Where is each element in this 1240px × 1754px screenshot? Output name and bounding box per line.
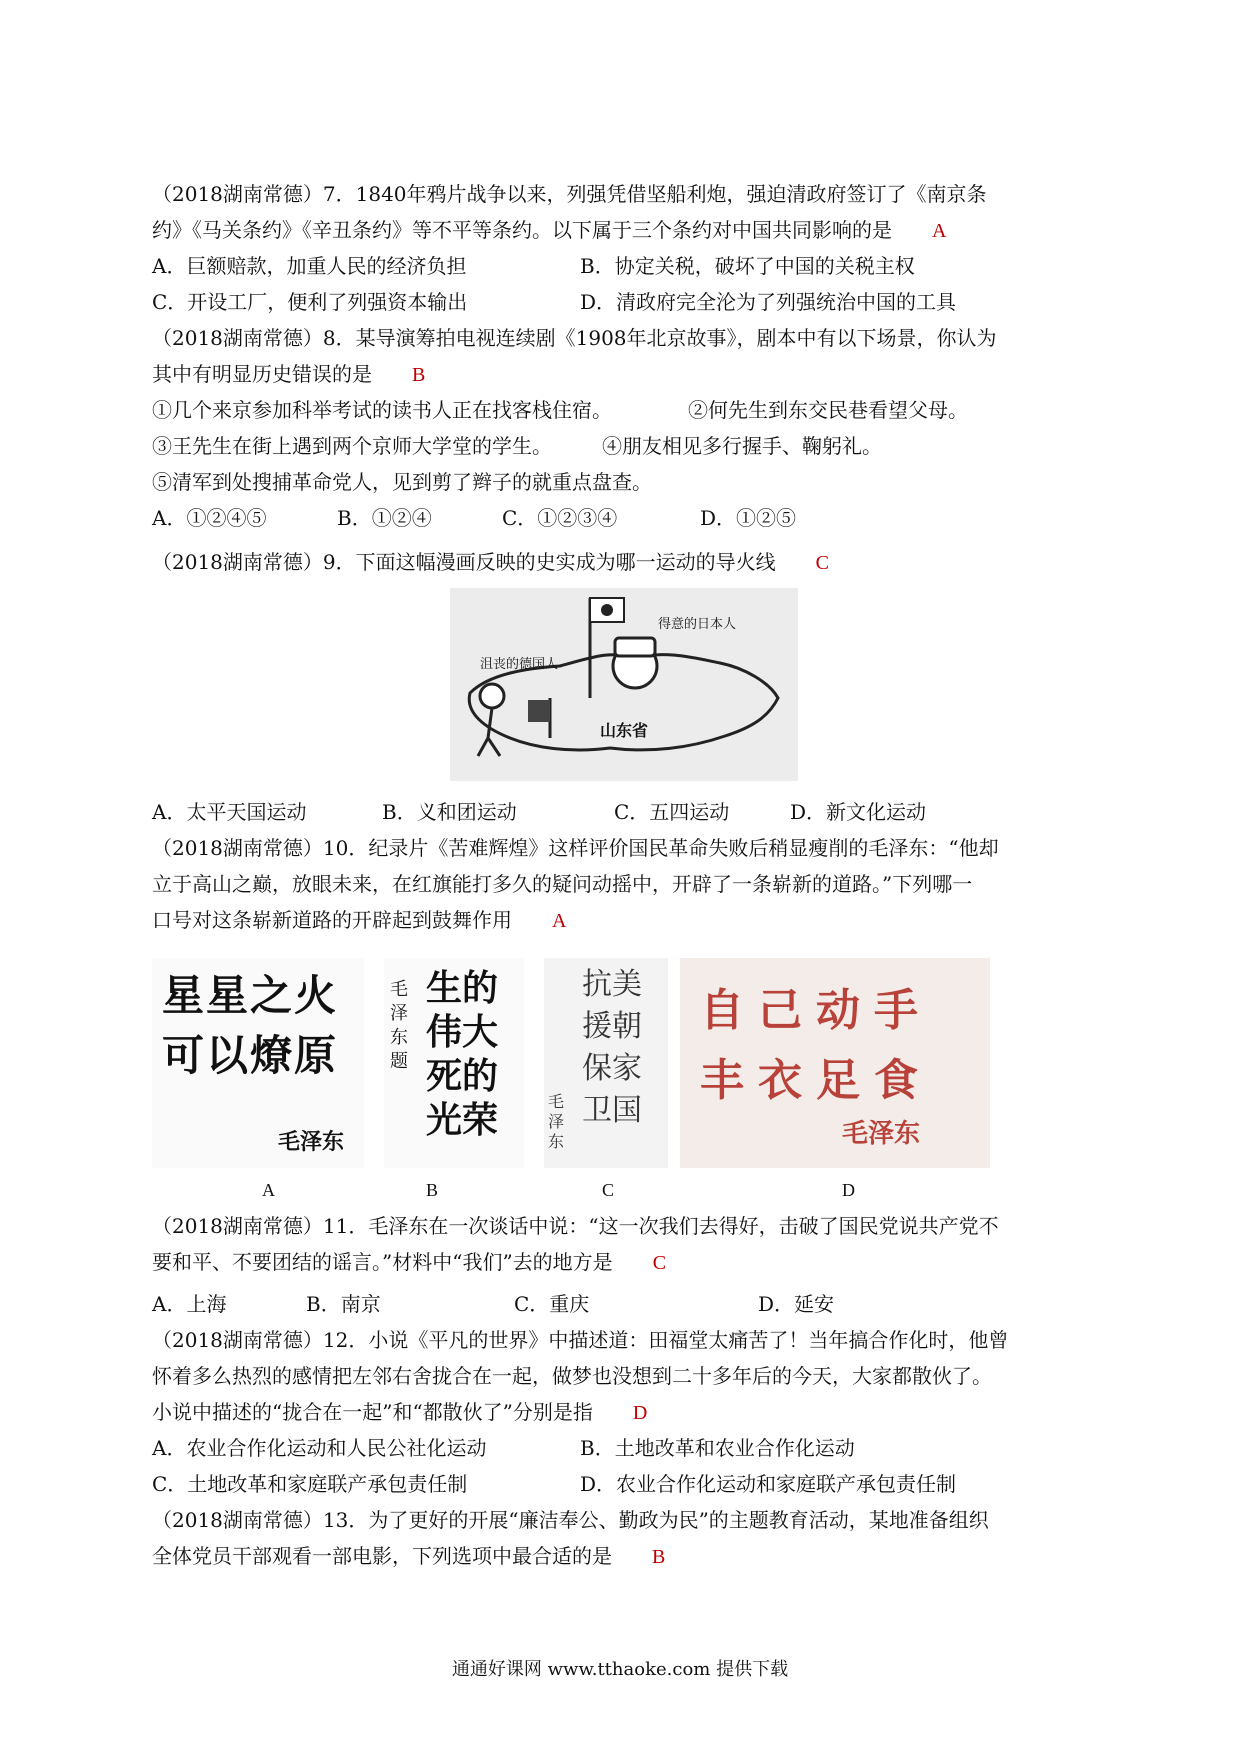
page-footer: 通通好课网 www.tthaoke.com 提供下载 (451, 1659, 789, 1680)
q8-stem-line2 (152, 356, 425, 393)
cartoon-image (450, 588, 798, 781)
q12-option-a: A．农业合作化运动和人民公社化运动 (152, 1436, 487, 1460)
q8-scene-1: ①几个来京参加科举考试的读书人正在找客栈住宿。 (152, 398, 612, 422)
q10-stem-line3 (152, 902, 566, 939)
cartoon-label-shandong: 山东省 (600, 721, 649, 740)
q8-option-a: A．①②④⑤ (152, 506, 267, 530)
q8-option-d: D．①②⑤ (700, 506, 797, 530)
q12-stem-text: 小说中描述的“拢合在一起”和“都散伙了”分别是指 (152, 1400, 593, 1424)
q12-option-b: B．土地改革和农业合作化运动 (580, 1436, 855, 1460)
calligraphy-label-a: A (262, 1180, 275, 1200)
q13-stem-line2 (152, 1538, 665, 1575)
calligraphy-d-signature: 毛泽东 (841, 1119, 920, 1149)
calligraphy-d-text: 自己动手丰衣足食 (700, 985, 932, 1106)
q13-stem-text: 全体党员干部观看一部电影，下列选项中最合适的是 (152, 1544, 612, 1568)
calligraphy-a-text: 星星之火可以燎原 (162, 971, 339, 1080)
q7-stem-text: 约》《马关条约》《辛丑条约》等不平等条约。以下属于三个条约对中国共同影响的是 (152, 218, 892, 242)
calligraphy-c-signature: 毛泽东 (548, 1092, 565, 1151)
q13-stem-line1: （2018湖南常德）13．为了更好的开展“廉洁奉公、勤政为民”的主题教育活动，某地准备组织 (152, 1508, 989, 1532)
q8-scene-3: ③王先生在街上遇到两个京师大学堂的学生。 (152, 434, 552, 458)
q9-option-c: C．五四运动 (614, 800, 730, 824)
calligraphy-a (152, 958, 364, 1168)
q11-stem-text: 要和平、不要团结的谣言。”材料中“我们”去的地方是 (152, 1250, 613, 1274)
q9-stem-text: （2018湖南常德）9．下面这幅漫画反映的史实成为哪一运动的导火线 (152, 550, 776, 574)
q10-stem-line2: 立于高山之巅，放眼未来，在红旗能打多久的疑问动摇中，开辟了一条崭新的道路。”下列哪一 (152, 872, 973, 896)
q11-answer: C (652, 1252, 667, 1274)
q11-stem-line2 (152, 1244, 666, 1281)
q8-option-b: B．①②④ (337, 506, 432, 530)
cartoon-drawing (450, 588, 798, 781)
q12-answer: D (632, 1402, 648, 1424)
q9-option-b: B．义和团运动 (382, 800, 517, 824)
calligraphy-b-signature: 毛泽东题 (390, 979, 408, 1072)
calligraphy-b (384, 958, 524, 1168)
calligraphy-c (544, 958, 668, 1168)
calligraphy-label-b: B (426, 1180, 439, 1200)
q7-option-c: C．开设工厂，便利了列强资本输出 (152, 290, 468, 314)
q12-stem-line3 (152, 1394, 647, 1431)
calligraphy-label-d: D (842, 1180, 855, 1200)
q10-stem-line1: （2018湖南常德）10．纪录片《苦难辉煌》这样评价国民革命失败后稍显瘦削的毛泽东：“他却 (152, 836, 999, 860)
cartoon-label-german: 沮丧的德国人 (480, 657, 559, 672)
q8-stem-text: 其中有明显历史错误的是 (152, 362, 372, 386)
q11-stem-line1: （2018湖南常德）11．毛泽东在一次谈话中说：“这一次我们去得好，击破了国民党说共产党不 (152, 1214, 999, 1238)
q12-option-c: C．土地改革和家庭联产承包责任制 (152, 1472, 468, 1496)
q12-stem-line2: 怀着多么热烈的感情把左邻右舍拢合在一起，做梦也没想到二十多年后的今天，大家都散伙了。 (152, 1364, 992, 1388)
q12-option-d: D．农业合作化运动和家庭联产承包责任制 (580, 1472, 957, 1496)
calligraphy-d (680, 958, 990, 1168)
q7-option-d: D．清政府完全沦为了列强统治中国的工具 (580, 290, 957, 314)
q7-stem-line1: （2018湖南常德）7．1840年鸦片战争以来，列强凭借坚船利炮，强迫清政府签订了《南京条 (152, 182, 987, 206)
q11-option-c: C．重庆 (514, 1292, 590, 1316)
q12-stem-line1: （2018湖南常德）12．小说《平凡的世界》中描述道：田福堂太痛苦了！当年搞合作化时，他曾 (152, 1328, 1009, 1352)
q9-option-a: A．太平天国运动 (152, 800, 307, 824)
q7-option-a: A．巨额赔款，加重人民的经济负担 (152, 254, 467, 278)
calligraphy-b-text: 生的伟大死的光荣 (426, 967, 499, 1141)
q10-answer: A (552, 910, 567, 932)
q11-option-a: A．上海 (152, 1292, 227, 1316)
q8-scene-4: ④朋友相见多行握手、鞠躬礼。 (602, 434, 882, 458)
q7-stem-line2 (152, 212, 946, 249)
q9-answer: C (815, 552, 829, 574)
q8-scene-2: ②何先生到东交民巷看望父母。 (688, 398, 968, 422)
q9-option-d: D．新文化运动 (790, 800, 927, 824)
calligraphy-c-text: 抗美援朝保家卫国 (582, 967, 642, 1128)
q11-option-b: B．南京 (306, 1292, 381, 1316)
q13-answer: B (652, 1546, 666, 1568)
q8-option-c: C．①②③④ (502, 506, 618, 530)
calligraphy-label-c: C (602, 1180, 615, 1200)
q7-answer: A (932, 220, 947, 242)
calligraphy-a-signature: 毛泽东 (277, 1129, 344, 1155)
q8-scene-5: ⑤清军到处搜捕革命党人，见到剪了辫子的就重点盘查。 (152, 470, 652, 494)
q8-stem-line1: （2018湖南常德）8．某导演筹拍电视连续剧《1908年北京故事》，剧本中有以下场景，你认为 (152, 326, 997, 350)
cartoon-label-japanese: 得意的日本人 (658, 617, 737, 632)
q8-answer: B (412, 364, 426, 386)
q10-stem-text: 口号对这条崭新道路的开辟起到鼓舞作用 (152, 908, 512, 932)
q9-stem-line1 (152, 544, 829, 581)
q7-option-b: B．协定关税，破坏了中国的关税主权 (580, 254, 915, 278)
q11-option-d: D．延安 (758, 1292, 835, 1316)
